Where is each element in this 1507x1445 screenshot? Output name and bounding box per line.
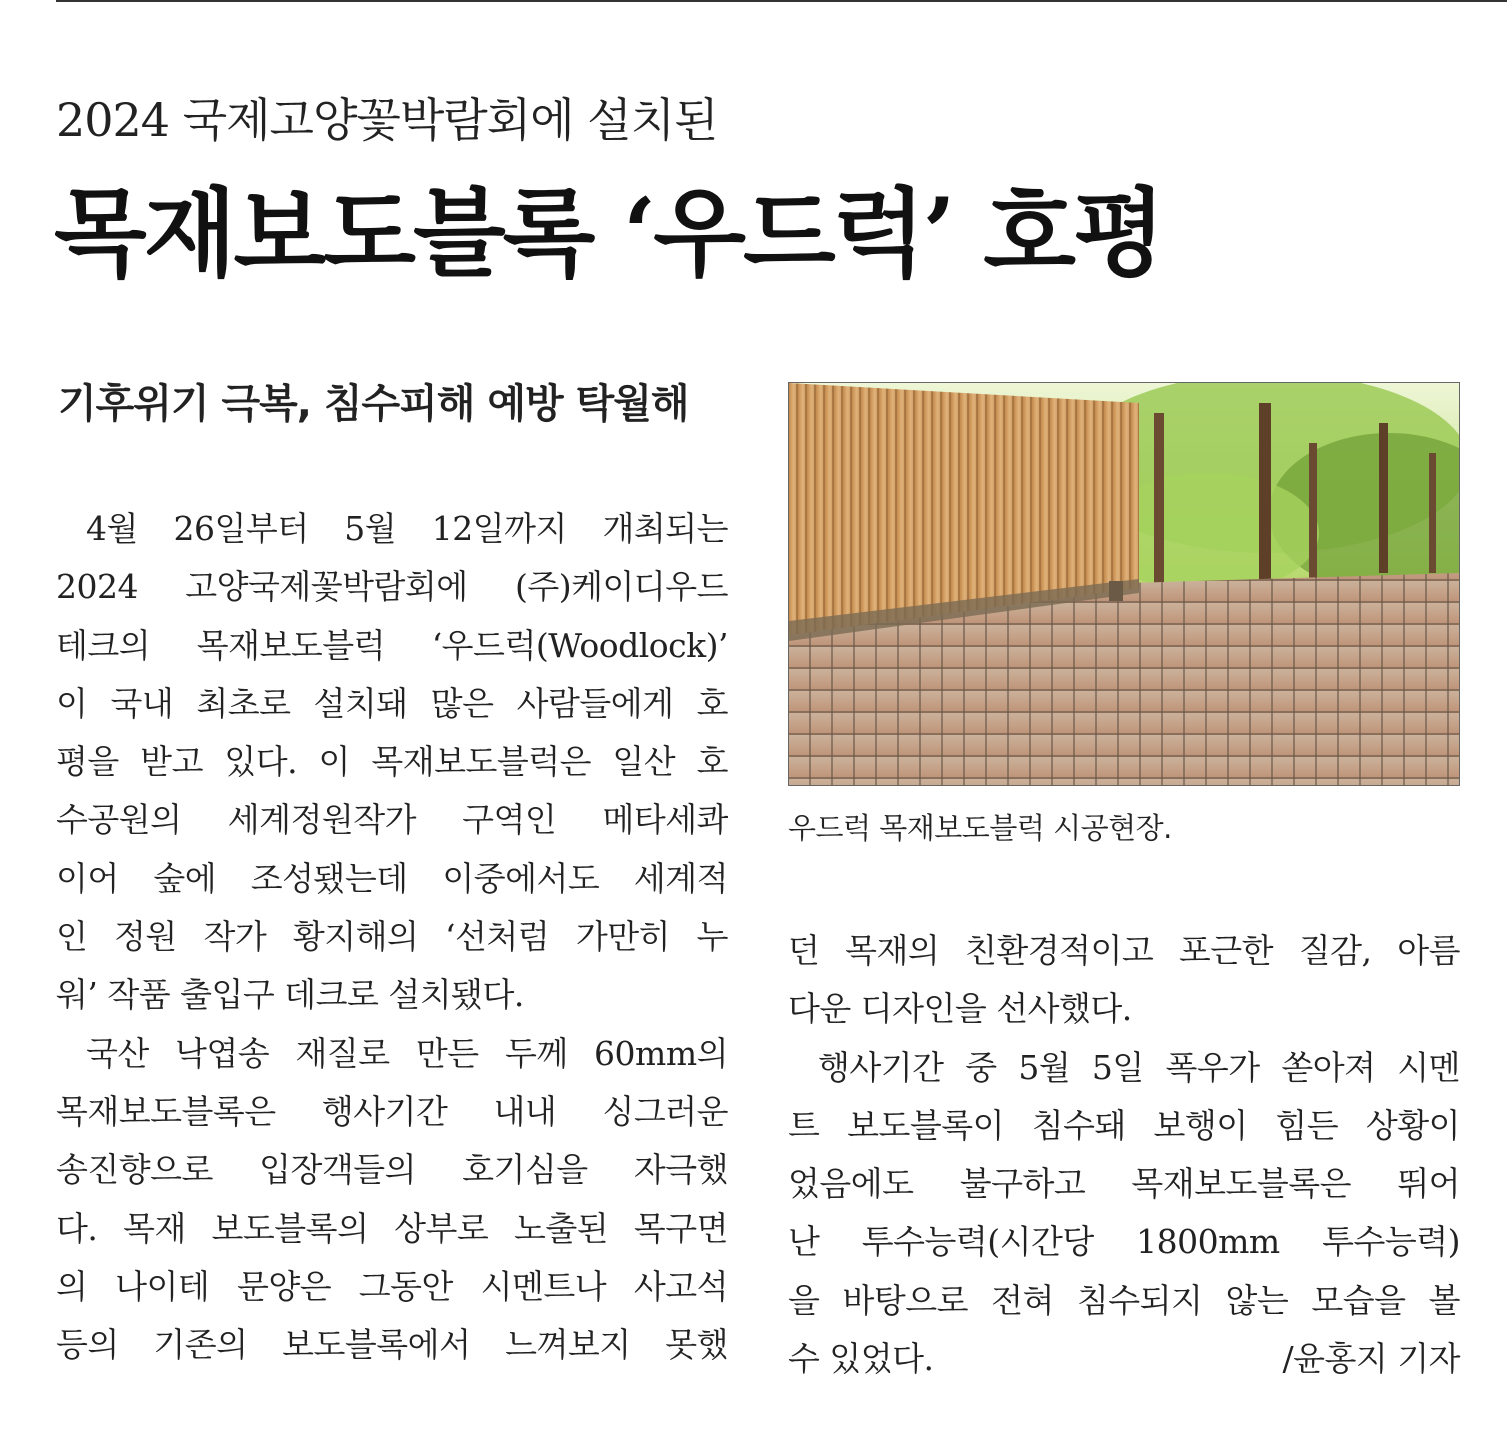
body-line: 등의 기존의 보도블록에서 느껴보지 못했 xyxy=(56,1325,728,1365)
kicker: 2024 국제고양꽃박람회에 설치된 xyxy=(56,93,718,147)
body-line: 수공원의 세계정원작가 구역인 메타세콰 xyxy=(56,800,728,840)
body-line: 의 나이테 문양은 그동안 시멘트나 사고석 xyxy=(56,1266,728,1306)
body-line: 을 바탕으로 전혀 침수되지 않는 모습을 볼 xyxy=(788,1280,1460,1320)
body-line: 난 투수능력(시간당 1800mm 투수능력) xyxy=(788,1222,1460,1262)
top-rule xyxy=(56,0,1507,2)
body-line: 수 있었다. xyxy=(788,1339,934,1379)
body-line: 인 정원 작가 황지해의 ‘선처럼 가만히 누 xyxy=(56,917,728,957)
wooden-fence-and-paved-path-photo xyxy=(788,382,1460,786)
body-line: 송진향으로 입장객들의 호기심을 자극했 xyxy=(56,1150,728,1190)
byline: /윤홍지 기자 xyxy=(1282,1339,1460,1379)
body-line: 국산 낙엽송 재질로 만든 두께 60mm의 xyxy=(86,1033,728,1073)
body-line: 이 국내 최초로 설치돼 많은 사람들에게 호 xyxy=(56,683,728,723)
body-line: 이어 숲에 조성됐는데 이중에서도 세계적 xyxy=(56,858,728,898)
final-line-row xyxy=(788,1330,1460,1388)
body-line: 다. 목재 보도블록의 상부로 노출된 목구면 xyxy=(56,1208,728,1248)
body-line: 목재보도블록은 행사기간 내내 싱그러운 xyxy=(56,1091,728,1131)
headline: 목재보도블록 ‘우드럭’ 호평 xyxy=(54,177,1163,290)
photo-caption: 우드럭 목재보도블럭 시공현장. xyxy=(788,811,1172,845)
body-line: 행사기간 중 5월 5일 폭우가 쏟아져 시멘 xyxy=(818,1047,1460,1087)
body-line: 테크의 목재보도블럭 ‘우드럭(Woodlock)’ xyxy=(56,625,728,665)
body-line: 4월 26일부터 5월 12일까지 개최되는 xyxy=(86,509,728,548)
body-line: 다운 디자인을 선사했다. xyxy=(788,989,1132,1029)
body-line: 워’ 작품 출입구 데크로 설치됐다. xyxy=(56,975,524,1015)
body-column-right xyxy=(788,922,1460,1388)
body-line: 2024 고양국제꽃박람회에 (주)케이디우드 xyxy=(56,567,728,607)
body-line: 평을 받고 있다. 이 목재보도블럭은 일산 호 xyxy=(56,742,728,782)
photo-illustration xyxy=(789,383,1459,785)
body-line: 던 목재의 친환경적이고 포근한 질감, 아름 xyxy=(788,931,1460,970)
body-line: 트 보도블록이 침수돼 보행이 힘든 상황이 xyxy=(788,1105,1460,1145)
subheadline: 기후위기 극복, 침수피해 예방 탁월해 xyxy=(58,381,689,427)
body-line: 었음에도 불구하고 목재보도블록은 뛰어 xyxy=(788,1164,1460,1204)
body-column-left xyxy=(56,500,728,1374)
